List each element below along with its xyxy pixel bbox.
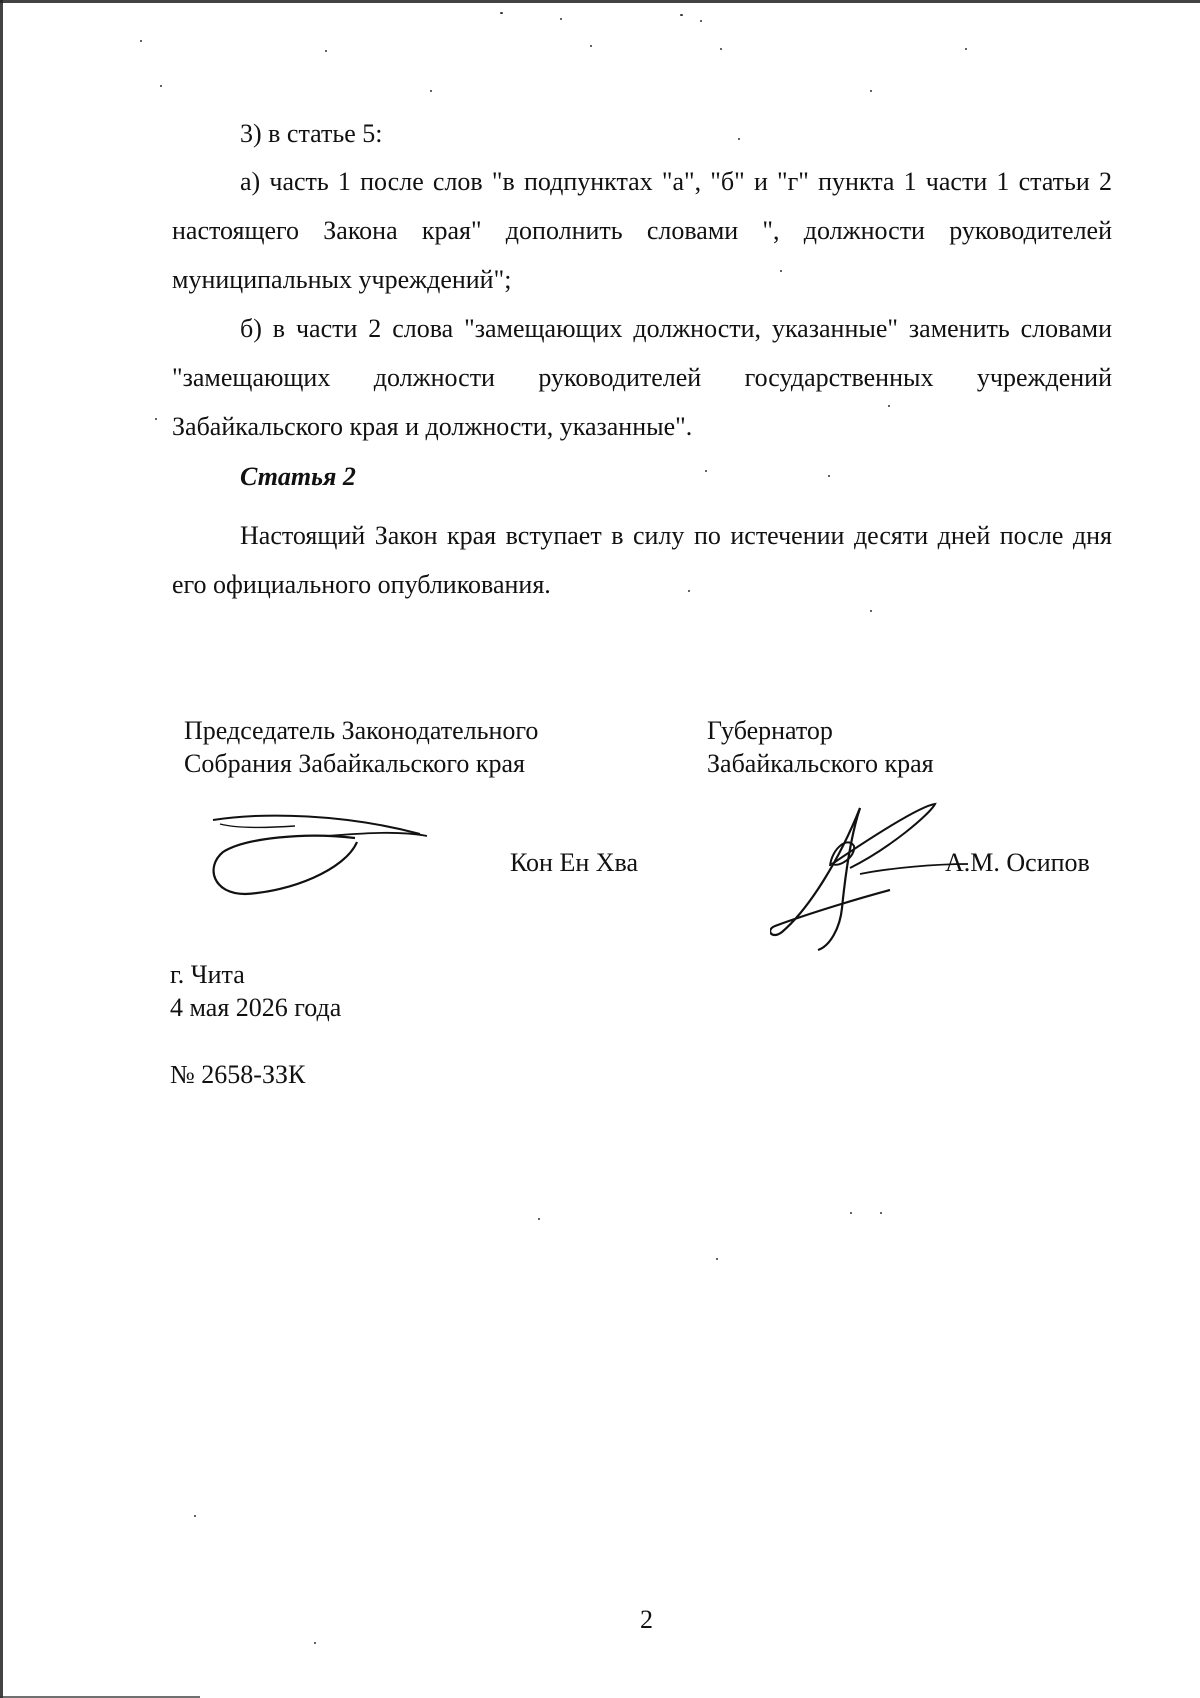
left-signatory-title-line2: Собрания Забайкальского края xyxy=(184,749,525,778)
scan-speck xyxy=(155,418,157,420)
scan-speck xyxy=(850,1212,852,1214)
left-signatory-title-line1: Председатель Законодательного xyxy=(184,716,539,745)
scan-speck xyxy=(738,138,740,140)
right-signatory-title-line2: Забайкальского края xyxy=(707,749,934,778)
law-number: № 2658-ЗЗК xyxy=(170,1060,306,1089)
scan-speck xyxy=(870,90,872,92)
scan-speck xyxy=(705,470,707,472)
signing-date: 4 мая 2026 года xyxy=(170,993,342,1022)
left-signatory-title xyxy=(184,714,538,780)
scan-speck xyxy=(140,40,142,42)
scan-speck xyxy=(325,50,327,52)
scan-speck xyxy=(680,14,683,16)
scan-speck xyxy=(716,1258,718,1260)
scan-speck xyxy=(720,48,722,50)
right-signatory-name: А.М. Осипов xyxy=(945,848,1090,877)
scan-speck xyxy=(160,85,162,87)
scan-speck xyxy=(560,18,562,20)
right-handwritten-signature xyxy=(770,798,970,958)
scan-speck xyxy=(880,1212,882,1214)
scan-speck xyxy=(590,45,592,47)
page-number: 2 xyxy=(640,1605,653,1634)
scan-speck xyxy=(500,12,503,14)
place-and-date xyxy=(170,958,341,1024)
scan-speck xyxy=(314,1642,316,1644)
right-signatory-title-line1: Губернатор xyxy=(707,716,833,745)
scan-speck xyxy=(965,48,967,50)
scan-speck xyxy=(700,20,702,22)
scan-edge-left xyxy=(0,0,3,1698)
scan-speck xyxy=(828,475,830,477)
scan-speck xyxy=(430,90,432,92)
paragraph-item-3-b: б) в части 2 слова "замещающих должности, указанные" заменить словами "замещающих должности руководителей государственных учреждений Забайкальского края и должности, указанные". xyxy=(172,314,1112,441)
scan-edge-top xyxy=(0,0,1200,3)
item-3-heading: 3) в статье 5: xyxy=(240,119,383,148)
scan-speck xyxy=(194,1515,196,1517)
left-handwritten-signature xyxy=(205,812,435,902)
left-signatory-name: Кон Ен Хва xyxy=(510,848,639,877)
article-2-heading: Статья 2 xyxy=(240,462,356,491)
paragraph-item-3-a: а) часть 1 после слов "в подпунктах "а", "б" и "г" пункта 1 части 1 статьи 2 настоящего Закона края" дополнить словами ", должности руководителей муниципальных учреждений"; xyxy=(172,167,1112,294)
scan-speck xyxy=(538,1218,540,1220)
right-signatory-title xyxy=(707,714,934,780)
scan-speck xyxy=(870,610,872,612)
article-2-text: Настоящий Закон края вступает в силу по истечении десяти дней после дня его официального опубликования. xyxy=(172,521,1112,599)
city: г. Чита xyxy=(170,960,245,989)
